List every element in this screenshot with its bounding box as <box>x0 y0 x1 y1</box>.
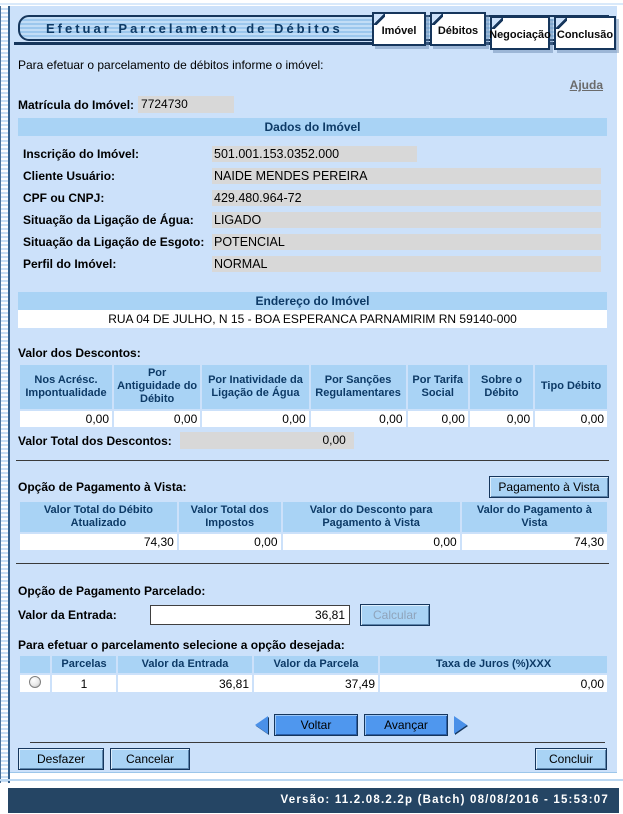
cell-value: 0,00 <box>408 411 468 427</box>
valor-entrada-row <box>18 604 430 626</box>
voltar-button[interactable]: Voltar <box>274 714 358 736</box>
cell-value: 74,30 <box>20 534 177 550</box>
endereco-value: RUA 04 DE JULHO, N 15 - BOA ESPERANCA PARNAMIRIM RN 59140-000 <box>18 310 607 328</box>
column-header: Tipo Débito <box>535 365 607 409</box>
frame-top-line <box>0 3 623 5</box>
column-header: Valor Total do Débito Atualizado <box>20 502 177 532</box>
pagamento-parcelado-label: Opção de Pagamento Parcelado: <box>18 584 206 598</box>
cell-value: 0,00 <box>311 411 406 427</box>
avancar-button[interactable]: Avançar <box>364 714 448 736</box>
matricula-label: Matrícula do Imóvel: <box>18 97 135 112</box>
dados-row <box>18 143 607 165</box>
cell-parcelas: 1 <box>52 675 116 692</box>
forward-arrow-icon[interactable] <box>454 716 467 734</box>
back-arrow-icon[interactable] <box>255 716 268 734</box>
column-header: Por Tarifa Social <box>408 365 468 409</box>
version-text: Versão: 11.2.08.2.2p (Batch) 08/08/2016 - 15:53:07 <box>280 794 609 806</box>
desfazer-button[interactable]: Desfazer <box>18 748 104 770</box>
main-panel <box>10 6 617 773</box>
dados-row <box>18 231 607 253</box>
table-row <box>20 534 607 550</box>
concluir-button[interactable]: Concluir <box>535 748 607 770</box>
matricula-row <box>18 96 234 113</box>
cell-parcela: 37,49 <box>254 675 378 692</box>
row-label: Perfil do Imóvel: <box>23 257 117 271</box>
column-header: Por Inatividade da Ligação de Água <box>202 365 308 409</box>
cell-value: 0,00 <box>535 411 607 427</box>
cell-juros: 0,00 <box>380 675 607 692</box>
cell-value: 0,00 <box>114 411 200 427</box>
selecione-opcao-label: Para efetuar o parcelamento selecione a opção desejada: <box>18 638 345 652</box>
pagamento-vista-label: Opção de Pagamento à Vista: <box>18 480 187 494</box>
total-descontos-field: 0,00 <box>180 432 354 449</box>
column-header: Valor Total dos Impostos <box>179 502 281 532</box>
perfil-field: NORMAL <box>212 256 601 272</box>
radio-column-header <box>20 656 50 673</box>
tab-negociacao[interactable] <box>490 16 550 50</box>
tab-imovel[interactable] <box>372 12 426 46</box>
cell-entrada: 36,81 <box>118 675 252 692</box>
row-label: CPF ou CNPJ: <box>23 191 105 205</box>
column-header: Valor da Parcela <box>254 656 378 673</box>
help-link[interactable]: Ajuda <box>569 78 603 92</box>
left-frame-stripe <box>0 6 10 783</box>
divider <box>16 563 609 564</box>
tab-label: Negociação <box>489 28 551 41</box>
pagamento-vista-table <box>18 500 609 552</box>
column-header: Valor da Entrada <box>118 656 252 673</box>
column-header: Por Sanções Regulamentares <box>311 365 406 409</box>
dados-row <box>18 253 607 275</box>
cliente-field: NAIDE MENDES PEREIRA <box>212 168 601 184</box>
row-label: Inscrição do Imóvel: <box>23 147 140 161</box>
cell-value: 0,00 <box>470 411 533 427</box>
matricula-field: 7724730 <box>138 96 234 113</box>
cell-value: 0,00 <box>202 411 308 427</box>
dados-row <box>18 165 607 187</box>
column-header: Nos Acrésc. Impontualidade <box>20 365 112 409</box>
tab-label: Imóvel <box>381 24 417 37</box>
row-label: Situação da Ligação de Esgoto: <box>23 235 205 249</box>
parcelas-table <box>18 654 609 694</box>
divider <box>16 460 609 461</box>
footer-separator-line <box>0 779 623 781</box>
tab-debitos[interactable] <box>430 12 486 46</box>
valor-entrada-input[interactable] <box>150 605 350 625</box>
total-descontos-row <box>18 432 354 449</box>
table-row <box>20 411 607 427</box>
endereco-panel <box>18 292 607 328</box>
column-header: Taxa de Juros (%)XXX <box>380 656 607 673</box>
dados-imovel-panel <box>18 118 607 276</box>
wizard-nav <box>255 714 467 736</box>
cancelar-button[interactable]: Cancelar <box>110 748 190 770</box>
situacao-agua-field: LIGADO <box>212 212 601 228</box>
dados-row <box>18 209 607 231</box>
parcela-option-row <box>20 675 607 692</box>
situacao-esgoto-field: POTENCIAL <box>212 234 601 250</box>
dados-row <box>18 187 607 209</box>
version-footer <box>8 788 619 813</box>
column-header: Valor do Pagamento à Vista <box>462 502 607 532</box>
cell-value: 0,00 <box>283 534 460 550</box>
cell-value: 74,30 <box>462 534 607 550</box>
column-header: Sobre o Débito <box>470 365 533 409</box>
endereco-header: Endereço do Imóvel <box>18 292 607 310</box>
column-header: Parcelas <box>52 656 116 673</box>
row-label: Cliente Usuário: <box>23 169 116 183</box>
cpf-field: 429.480.964-72 <box>212 190 601 206</box>
column-header: Por Antiguidade do Débito <box>114 365 200 409</box>
calcular-button[interactable]: Calcular <box>360 604 430 626</box>
descontos-section-label: Valor dos Descontos: <box>18 346 141 360</box>
tab-label: Conclusão <box>556 28 614 41</box>
parcela-radio[interactable] <box>29 676 41 688</box>
cell-value: 0,00 <box>20 411 112 427</box>
page-title: Efetuar Parcelamento de Débitos <box>46 20 343 36</box>
dados-imovel-header: Dados do Imóvel <box>18 118 607 136</box>
row-label: Situação da Ligação de Água: <box>23 213 194 227</box>
inscricao-field: 501.001.153.0352.000 <box>212 146 417 162</box>
valor-entrada-label: Valor da Entrada: <box>18 608 117 622</box>
tab-label: Débitos <box>437 24 479 37</box>
total-descontos-label: Valor Total dos Descontos: <box>18 433 172 448</box>
divider <box>30 742 605 743</box>
cell-value: 0,00 <box>179 534 281 550</box>
intro-text: Para efetuar o parcelamento de débitos informe o imóvel: <box>18 58 324 72</box>
column-header: Valor do Desconto para Pagamento à Vista <box>283 502 460 532</box>
tab-conclusao[interactable] <box>554 16 616 50</box>
descontos-table <box>18 363 609 429</box>
pagamento-vista-button[interactable]: Pagamento à Vista <box>489 476 609 498</box>
